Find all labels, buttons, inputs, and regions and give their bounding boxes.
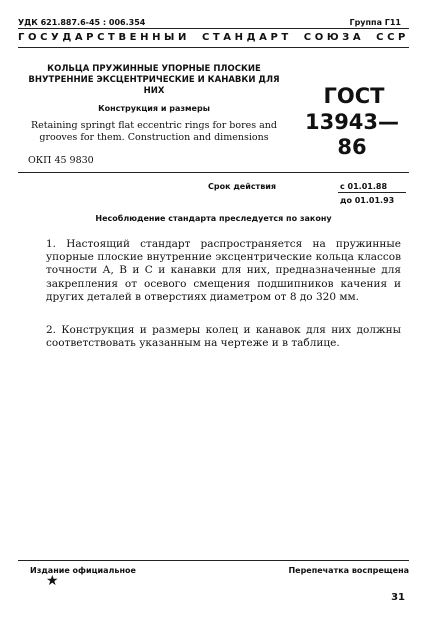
- gost-label: ГОСТ: [323, 84, 385, 108]
- state-standard-heading: ГОСУДАРСТВЕННЫЙ СТАНДАРТ СОЮЗА ССР: [18, 32, 409, 43]
- subtitle-russian: Конструкция и размеры: [98, 104, 210, 113]
- validity-divider: [338, 192, 406, 193]
- header-rule: [18, 47, 409, 48]
- valid-to-date: до 01.01.93: [340, 196, 395, 205]
- udk-code: УДК 621.887.6-45 : 006.354: [18, 18, 146, 27]
- okp-code: ОКП 45 9830: [28, 155, 94, 166]
- reprint-prohibited-note: Перепечатка воспрещена: [288, 566, 409, 575]
- paragraph-2: 2. Конструкция и размеры колец и канавок для них должны соответствовать указанным на чертеже и в таблице.: [46, 324, 401, 350]
- gost-number: 13943—86: [304, 110, 400, 159]
- top-rule: [18, 28, 409, 29]
- star-icon: ★: [46, 573, 59, 589]
- valid-from-date: с 01.01.88: [340, 182, 388, 191]
- paragraph-1: 1. Настоящий стандарт распространяется на пружинные упорные плоские внутренние эксцентрические кольца классов точности А, В и С и канавки для них, предназначенные для закрепления от осевого смещения подшипников качения и других деталей в отверстиях диаметром от 8 до 320 мм.: [46, 238, 401, 303]
- page-number: 31: [391, 592, 405, 603]
- group-code: Группа Г11: [349, 18, 401, 27]
- footer-rule: [18, 560, 409, 561]
- title-english: Retaining springt flat eccentric rings for bores and grooves for them. Construction and dimensions: [30, 120, 278, 143]
- validity-label: Срок действия: [208, 182, 276, 191]
- title-rule: [18, 172, 409, 173]
- official-edition-note: Издание официальное: [30, 566, 136, 575]
- title-russian: КОЛЬЦА ПРУЖИННЫЕ УПОРНЫЕ ПЛОСКИЕ ВНУТРЕННИЕ ЭКСЦЕНТРИЧЕСКИЕ И КАНАВКИ ДЛЯ НИХ: [28, 64, 280, 96]
- legal-warning: Несоблюдение стандарта преследуется по закону: [95, 214, 332, 223]
